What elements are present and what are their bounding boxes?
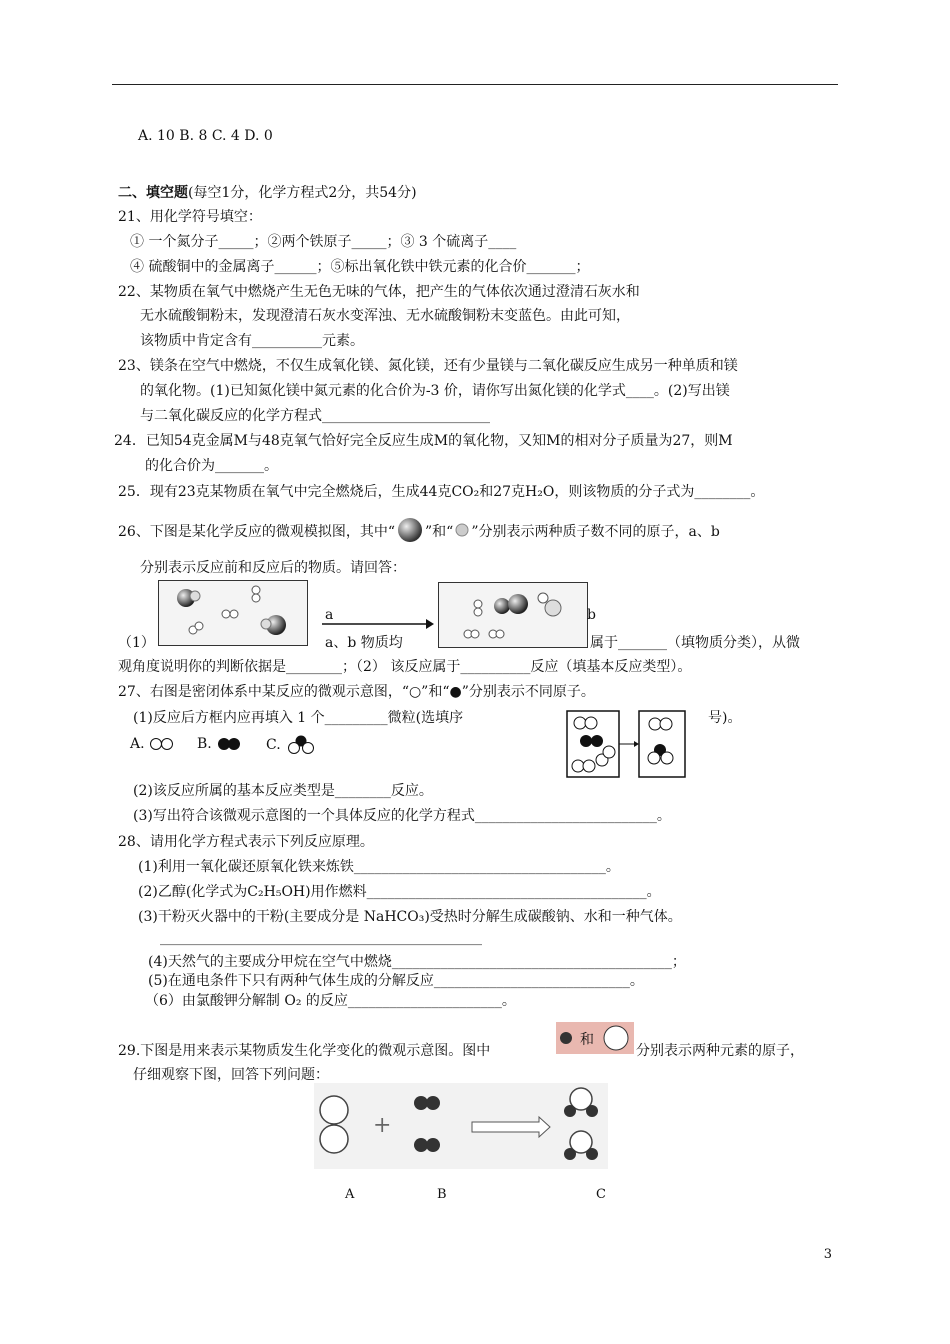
q29-label-c: C bbox=[596, 1187, 606, 1202]
q26-text-b: ”和“ bbox=[424, 524, 454, 540]
q26-line4: 观角度说明你的判断依据是________；（2） 该反应属于__________反应（填基本反应类型）。 bbox=[118, 659, 692, 675]
q24-line2: 的化合价为_______。 bbox=[145, 458, 278, 474]
q26-text-c: ”分别表示两种质子数不同的原子，a、b bbox=[471, 524, 720, 540]
q26-box-a bbox=[158, 580, 308, 646]
q27-line2a: (1)反应后方框内应再填入 1 个_________微粒(选填序 bbox=[133, 710, 464, 726]
q23-line1: 23、镁条在空气中燃烧，不仅生成氧化镁、氮化镁，还有少量镁与二氧化碳反应生成另一种单质和镁 bbox=[118, 358, 738, 374]
plus-sign: + bbox=[373, 1113, 392, 1138]
q28-line1: 28、请用化学方程式表示下列反应原理。 bbox=[118, 834, 374, 850]
q28-item1: (1)利用一氧化碳还原氧化铁来炼铁____________________________________。 bbox=[138, 859, 620, 875]
q29-line2: 仔细观察下图，回答下列问题： bbox=[133, 1067, 329, 1083]
q29-line1b: 分别表示两种元素的原子， bbox=[636, 1043, 804, 1059]
q26-ab: a、b 物质均 bbox=[325, 635, 403, 651]
triatomic-molecule-icon bbox=[285, 734, 317, 756]
q26-label-b: b bbox=[587, 607, 596, 623]
q26-arrow bbox=[322, 618, 434, 630]
q28-item2: (2)乙醇(化学式为C₂H₅OH)用作燃料________________________________________。 bbox=[138, 884, 661, 900]
q27-line3: (2)该反应所属的基本反应类型是________反应。 bbox=[133, 783, 433, 799]
q22-line1: 22、某物质在氧气中燃烧产生无色无味的气体，把产生的气体依次通过澄清石灰水和 bbox=[118, 284, 640, 300]
q28-item4: (4)天然气的主要成分甲烷在空气中燃烧________________________________________； bbox=[148, 954, 686, 970]
q26-text-a: 26、下图是某化学反应的微观模拟图，其中“ bbox=[118, 524, 395, 540]
q24-line1: 24．已知54克金属M与48克氧气恰好完全反应生成M的氧化物，又知M的相对分子质量为27，则M bbox=[114, 433, 733, 449]
q27-line4: (3)写出符合该微观示意图的一个具体反应的化学方程式__________________________。 bbox=[133, 808, 671, 824]
legend-and: 和 bbox=[580, 1032, 594, 1048]
q21-line1: 21、用化学符号填空： bbox=[118, 209, 262, 225]
q28-item3-blank: ______________________________________________ bbox=[160, 930, 482, 946]
section-note: (每空1分，化学方程式2分，共54分) bbox=[188, 185, 417, 201]
q21-line3: ④ 硫酸铜中的金属离子______；⑤标出氧化铁中铁元素的化合价_______； bbox=[130, 259, 590, 275]
q27-option-c bbox=[266, 734, 317, 756]
q21-line2: ① 一个氮分子_____；②两个铁原子_____；③ 3 个硫离子____ bbox=[130, 234, 517, 250]
q28-item5: (5)在通电条件下只有两种气体生成的分解反应____________________________。 bbox=[148, 973, 644, 989]
q29-legend bbox=[556, 1022, 634, 1054]
q29-label-a: A bbox=[345, 1187, 355, 1202]
q29-line1a: 29.下图是用来表示某物质发生化学变化的微观示意图。图中 bbox=[118, 1043, 491, 1059]
big-atom-icon bbox=[395, 517, 425, 547]
previous-choices: A. 10 B. 8 C. 4 D. 0 bbox=[138, 128, 273, 144]
q27-option-a-label: A. bbox=[130, 736, 145, 752]
q26-line1 bbox=[118, 517, 720, 547]
q26-belong: 属于_______（填物质分类），从微 bbox=[590, 635, 800, 651]
small-atom-icon bbox=[453, 521, 471, 543]
section-heading bbox=[118, 182, 417, 202]
page-number: 3 bbox=[823, 1247, 832, 1262]
two-black-atoms-icon bbox=[216, 737, 242, 751]
q22-line2: 无水硫酸铜粉末，发现澄清石灰水变浑浊、无水硫酸铜粉末变蓝色。由此可知， bbox=[140, 308, 630, 324]
q29-label-b: B bbox=[437, 1187, 447, 1202]
q27-option-c-label: C. bbox=[266, 737, 281, 753]
q28-item6: （6）由氯酸钾分解制 O₂ 的反应______________________。 bbox=[145, 993, 516, 1009]
section-title: 二、填空题 bbox=[118, 185, 188, 201]
q27-line2b: 号)。 bbox=[708, 710, 742, 726]
q27-option-b-label: B. bbox=[197, 736, 212, 752]
q27-diagram bbox=[566, 710, 690, 780]
q26-part1: （1） bbox=[118, 635, 155, 651]
q29-reaction-diagram bbox=[314, 1083, 608, 1169]
two-white-atoms-icon bbox=[149, 737, 175, 751]
q23-line3: 与二氧化碳反应的化学方程式________________________ bbox=[140, 408, 490, 424]
q26-label-a: a bbox=[325, 607, 334, 623]
q22-line3: 该物质中肯定含有__________元素。 bbox=[140, 333, 364, 349]
q26-line2: 分别表示反应前和反应后的物质。请回答： bbox=[140, 560, 406, 576]
legend-atoms-icon bbox=[556, 1022, 634, 1054]
q25-line1: 25．现有23克某物质在氧气中完全燃烧后，生成44克CO₂和27克H₂O，则该物质的分子式为________。 bbox=[118, 484, 765, 500]
q28-item3: (3)干粉灭火器中的干粉(主要成分是 NaHCO₃)受热时分解生成碳酸钠、水和一种气体。 bbox=[138, 909, 682, 925]
header-rule bbox=[112, 84, 838, 85]
q27-option-a bbox=[130, 736, 175, 752]
q27-option-b bbox=[197, 736, 242, 752]
q26-box-b bbox=[438, 582, 588, 648]
q27-line1: 27、右图是密闭体系中某反应的微观示意图，“○”和“●”分别表示不同原子。 bbox=[118, 684, 595, 700]
q23-line2: 的氧化物。(1)已知氮化镁中氮元素的化合价为-3 价，请你写出氮化镁的化学式____。(2)写出镁 bbox=[140, 383, 730, 399]
